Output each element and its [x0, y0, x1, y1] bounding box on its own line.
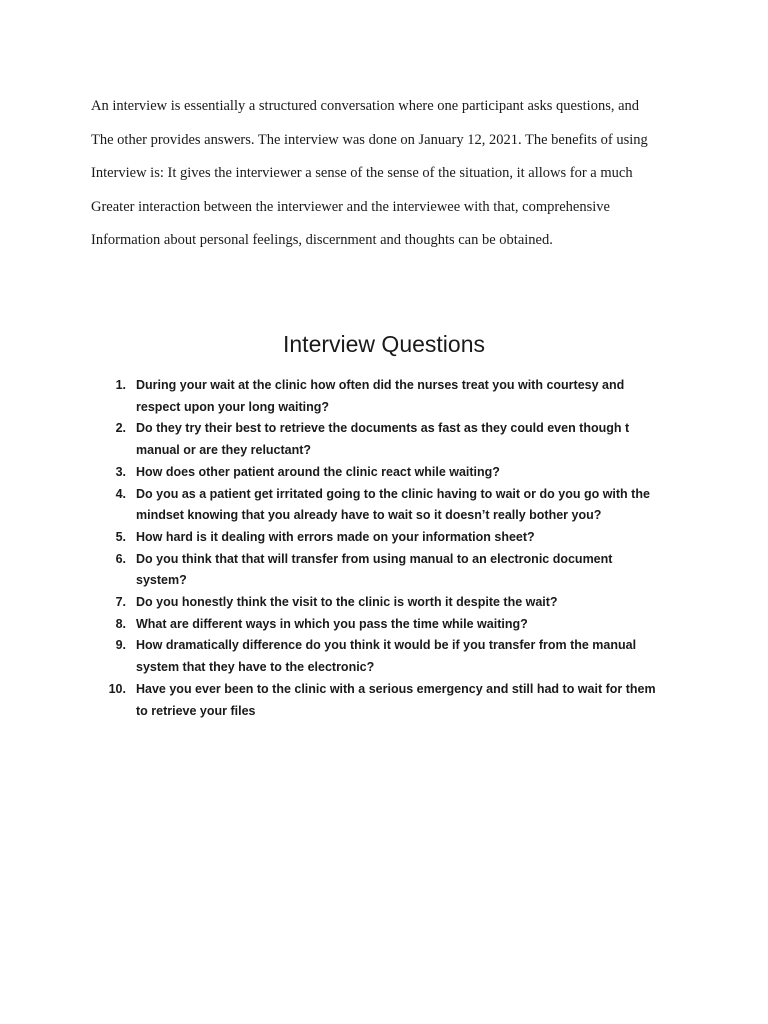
question-text: What are different ways in which you pass the time while waiting? [136, 616, 528, 631]
question-text: How dramatically difference do you think it would be if you transfer from the manual [136, 638, 637, 653]
section-heading: Interview Questions [283, 331, 485, 357]
question-number: 10. [108, 681, 126, 696]
question-number: 9. [115, 638, 126, 653]
question-text: How hard is it dealing with errors made on your information sheet? [136, 529, 535, 544]
question-number: 5. [115, 529, 126, 544]
question-number: 8. [115, 616, 126, 631]
question-text: system? [136, 573, 187, 588]
question-number: 1. [115, 378, 126, 392]
question-item [91, 375, 691, 418]
intro-line: The other provides answers. The interview was done on January 12, 2021. The benefits of using [91, 131, 648, 148]
question-text: manual or are they reluctant? [136, 443, 312, 458]
question-text: How does other patient around the clinic react while waiting? [136, 464, 500, 479]
question-item [91, 484, 691, 527]
question-text: Have you ever been to the clinic with a serious emergency and still had to wait for them [136, 681, 656, 696]
question-item [91, 549, 691, 592]
intro-line: An interview is essentially a structured conversation where one participant asks questions, and [91, 98, 640, 114]
question-item [91, 418, 691, 461]
intro-line: Information about personal feelings, discernment and thoughts can be obtained. [91, 232, 553, 248]
question-item [91, 592, 691, 614]
question-number: 3. [115, 464, 126, 479]
questions-list [91, 375, 691, 722]
question-number: 6. [115, 551, 126, 566]
question-text: respect upon your long waiting? [136, 399, 330, 414]
intro-paragraph [91, 90, 691, 258]
question-text: Do you honestly think the visit to the clinic is worth it despite the wait? [136, 595, 558, 610]
question-item [91, 614, 691, 636]
question-text: Do they try their best to retrieve the documents as fast as they could even though t [136, 421, 630, 436]
question-item [91, 527, 691, 549]
intro-line: Interview is: It gives the interviewer a sense of the sense of the situation, it allows for a much [91, 165, 633, 181]
question-text: mindset knowing that you already have to wait so it doesn’t really bother you? [136, 508, 602, 523]
intro-line: Greater interaction between the interviewer and the interviewee with that, comprehensive [91, 198, 610, 215]
question-text: system that they have to the electronic? [136, 660, 375, 675]
question-number: 4. [115, 486, 126, 501]
question-number: 7. [115, 595, 126, 610]
question-text: to retrieve your files [136, 703, 256, 718]
question-text: During your wait at the clinic how often did the nurses treat you with courtesy and [136, 378, 625, 392]
question-item [91, 462, 691, 484]
question-text: Do you think that that will transfer from using manual to an electronic document [136, 551, 613, 566]
question-number: 2. [115, 421, 126, 436]
question-text: Do you as a patient get irritated going to the clinic having to wait or do you go with the [136, 486, 650, 501]
question-item [91, 679, 691, 722]
question-item [91, 635, 691, 678]
